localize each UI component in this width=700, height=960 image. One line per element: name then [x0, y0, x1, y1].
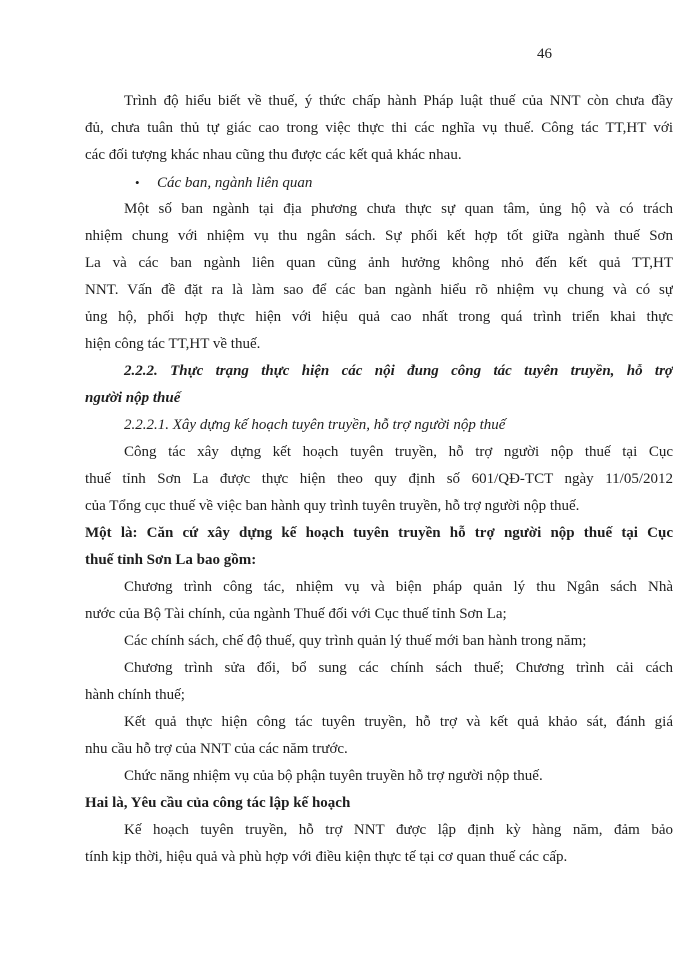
text-line: 2.2.2. Thực trạng thực hiện các nội đung công tác tuyên truyền, hỗ trợ [124, 363, 673, 379]
text-line: nhiệm chung với nhiệm vụ thu ngân sách. Sự phối kết hợp tốt giữa ngành thuế Sơn [85, 228, 673, 244]
text-line: đủ, chưa tuân thủ tự giác cao trong việc thực thi các nghĩa vụ thuế. Công tác TT,HT với [85, 120, 673, 136]
text-line: Kết quả thực hiện công tác tuyên truyền, hỗ trợ và kết quả khảo sát, đánh giá [124, 714, 673, 730]
text-line: thuế tỉnh Sơn La được thực hiện theo quy định số 601/QĐ-TCT ngày 11/05/2012 [85, 471, 673, 487]
text-line: Chương trình công tác, nhiệm vụ và biện pháp quản lý thu Ngân sách Nhà [124, 579, 673, 595]
paragraph [85, 358, 673, 412]
bullet-icon: • [135, 175, 140, 190]
page-content [85, 88, 673, 871]
text-line: Các chính sách, chế độ thuế, quy trình quản lý thuế mới ban hành trong năm; [124, 633, 587, 649]
text-line: hành chính thuế; [85, 687, 185, 703]
text-line: Công tác xây dựng kết hoạch tuyên truyền, hỗ trợ người nộp thuế tại Cục [124, 444, 673, 460]
text-line: nước của Bộ Tài chính, của ngành Thuế đối với Cục thuế tỉnh Sơn La; [85, 606, 507, 622]
paragraph [85, 88, 673, 169]
paragraph [85, 709, 673, 763]
text-line: La và các ban ngành liên quan cũng ảnh hưởng không nhỏ đến kết quả TT,HT [85, 255, 673, 271]
text-line: Kế hoạch tuyên truyền, hỗ trợ NNT được lập định kỳ hàng năm, đảm bảo [124, 822, 673, 838]
bullet-text: Các ban, ngành liên quan [157, 175, 313, 191]
paragraph [85, 520, 673, 574]
text-line: nhu cầu hỗ trợ của NNT của các năm trước. [85, 741, 348, 757]
text-line: Một số ban ngành tại địa phương chưa thực sự quan tâm, ủng hộ và có trách [124, 201, 673, 217]
paragraph [85, 196, 673, 358]
text-line: Chức năng nhiệm vụ của bộ phận tuyên truyền hỗ trợ người nộp thuế. [124, 768, 543, 784]
text-line: người nộp thuế [85, 390, 181, 406]
text-line: Trình độ hiểu biết về thuế, ý thức chấp hành Pháp luật thuế của NNT còn chưa đầy [124, 93, 673, 109]
paragraph [85, 817, 673, 871]
text-line [85, 169, 673, 196]
text-line: ủng hộ, phối hợp thực hiện với hiệu quả cao nhất trong quá trình triển khai thực [85, 309, 673, 325]
paragraph [85, 574, 673, 628]
text-line: tính kịp thời, hiệu quả và phù hợp với điều kiện thực tế tại cơ quan thuế các cấp. [85, 849, 568, 865]
paragraph [85, 628, 673, 655]
text-line: thuế tỉnh Sơn La bao gồm: [85, 552, 257, 568]
text-line: Một là: Căn cứ xây dựng kế hoạch tuyên truyền hỗ trợ người nộp thuế tại Cục [85, 525, 673, 541]
text-line: các đối tượng khác nhau cũng thu được các kết quả khác nhau. [85, 147, 462, 163]
text-line: Chương trình sửa đổi, bổ sung các chính sách thuế; Chương trình cải cách [124, 660, 673, 676]
paragraph [85, 790, 673, 817]
paragraph [85, 439, 673, 520]
text-line: 2.2.2.1. Xây dựng kế hoạch tuyên truyền, hỗ trợ người nộp thuế [124, 417, 506, 433]
text-line: hiện công tác TT,HT về thuế. [85, 336, 261, 352]
text-line: NNT. Vấn đề đặt ra là làm sao để các ban ngành hiểu rõ nhiệm vụ chung và có sự [85, 282, 673, 298]
page-number: 46 [537, 46, 552, 62]
paragraph [85, 412, 673, 439]
paragraph [85, 169, 673, 196]
paragraph [85, 763, 673, 790]
text-line: của Tổng cục thuế về việc ban hành quy trình tuyên truyền, hỗ trợ người nộp thuế. [85, 498, 580, 514]
paragraph [85, 655, 673, 709]
text-line: Hai là, Yêu cầu của công tác lập kế hoạch [85, 795, 351, 811]
